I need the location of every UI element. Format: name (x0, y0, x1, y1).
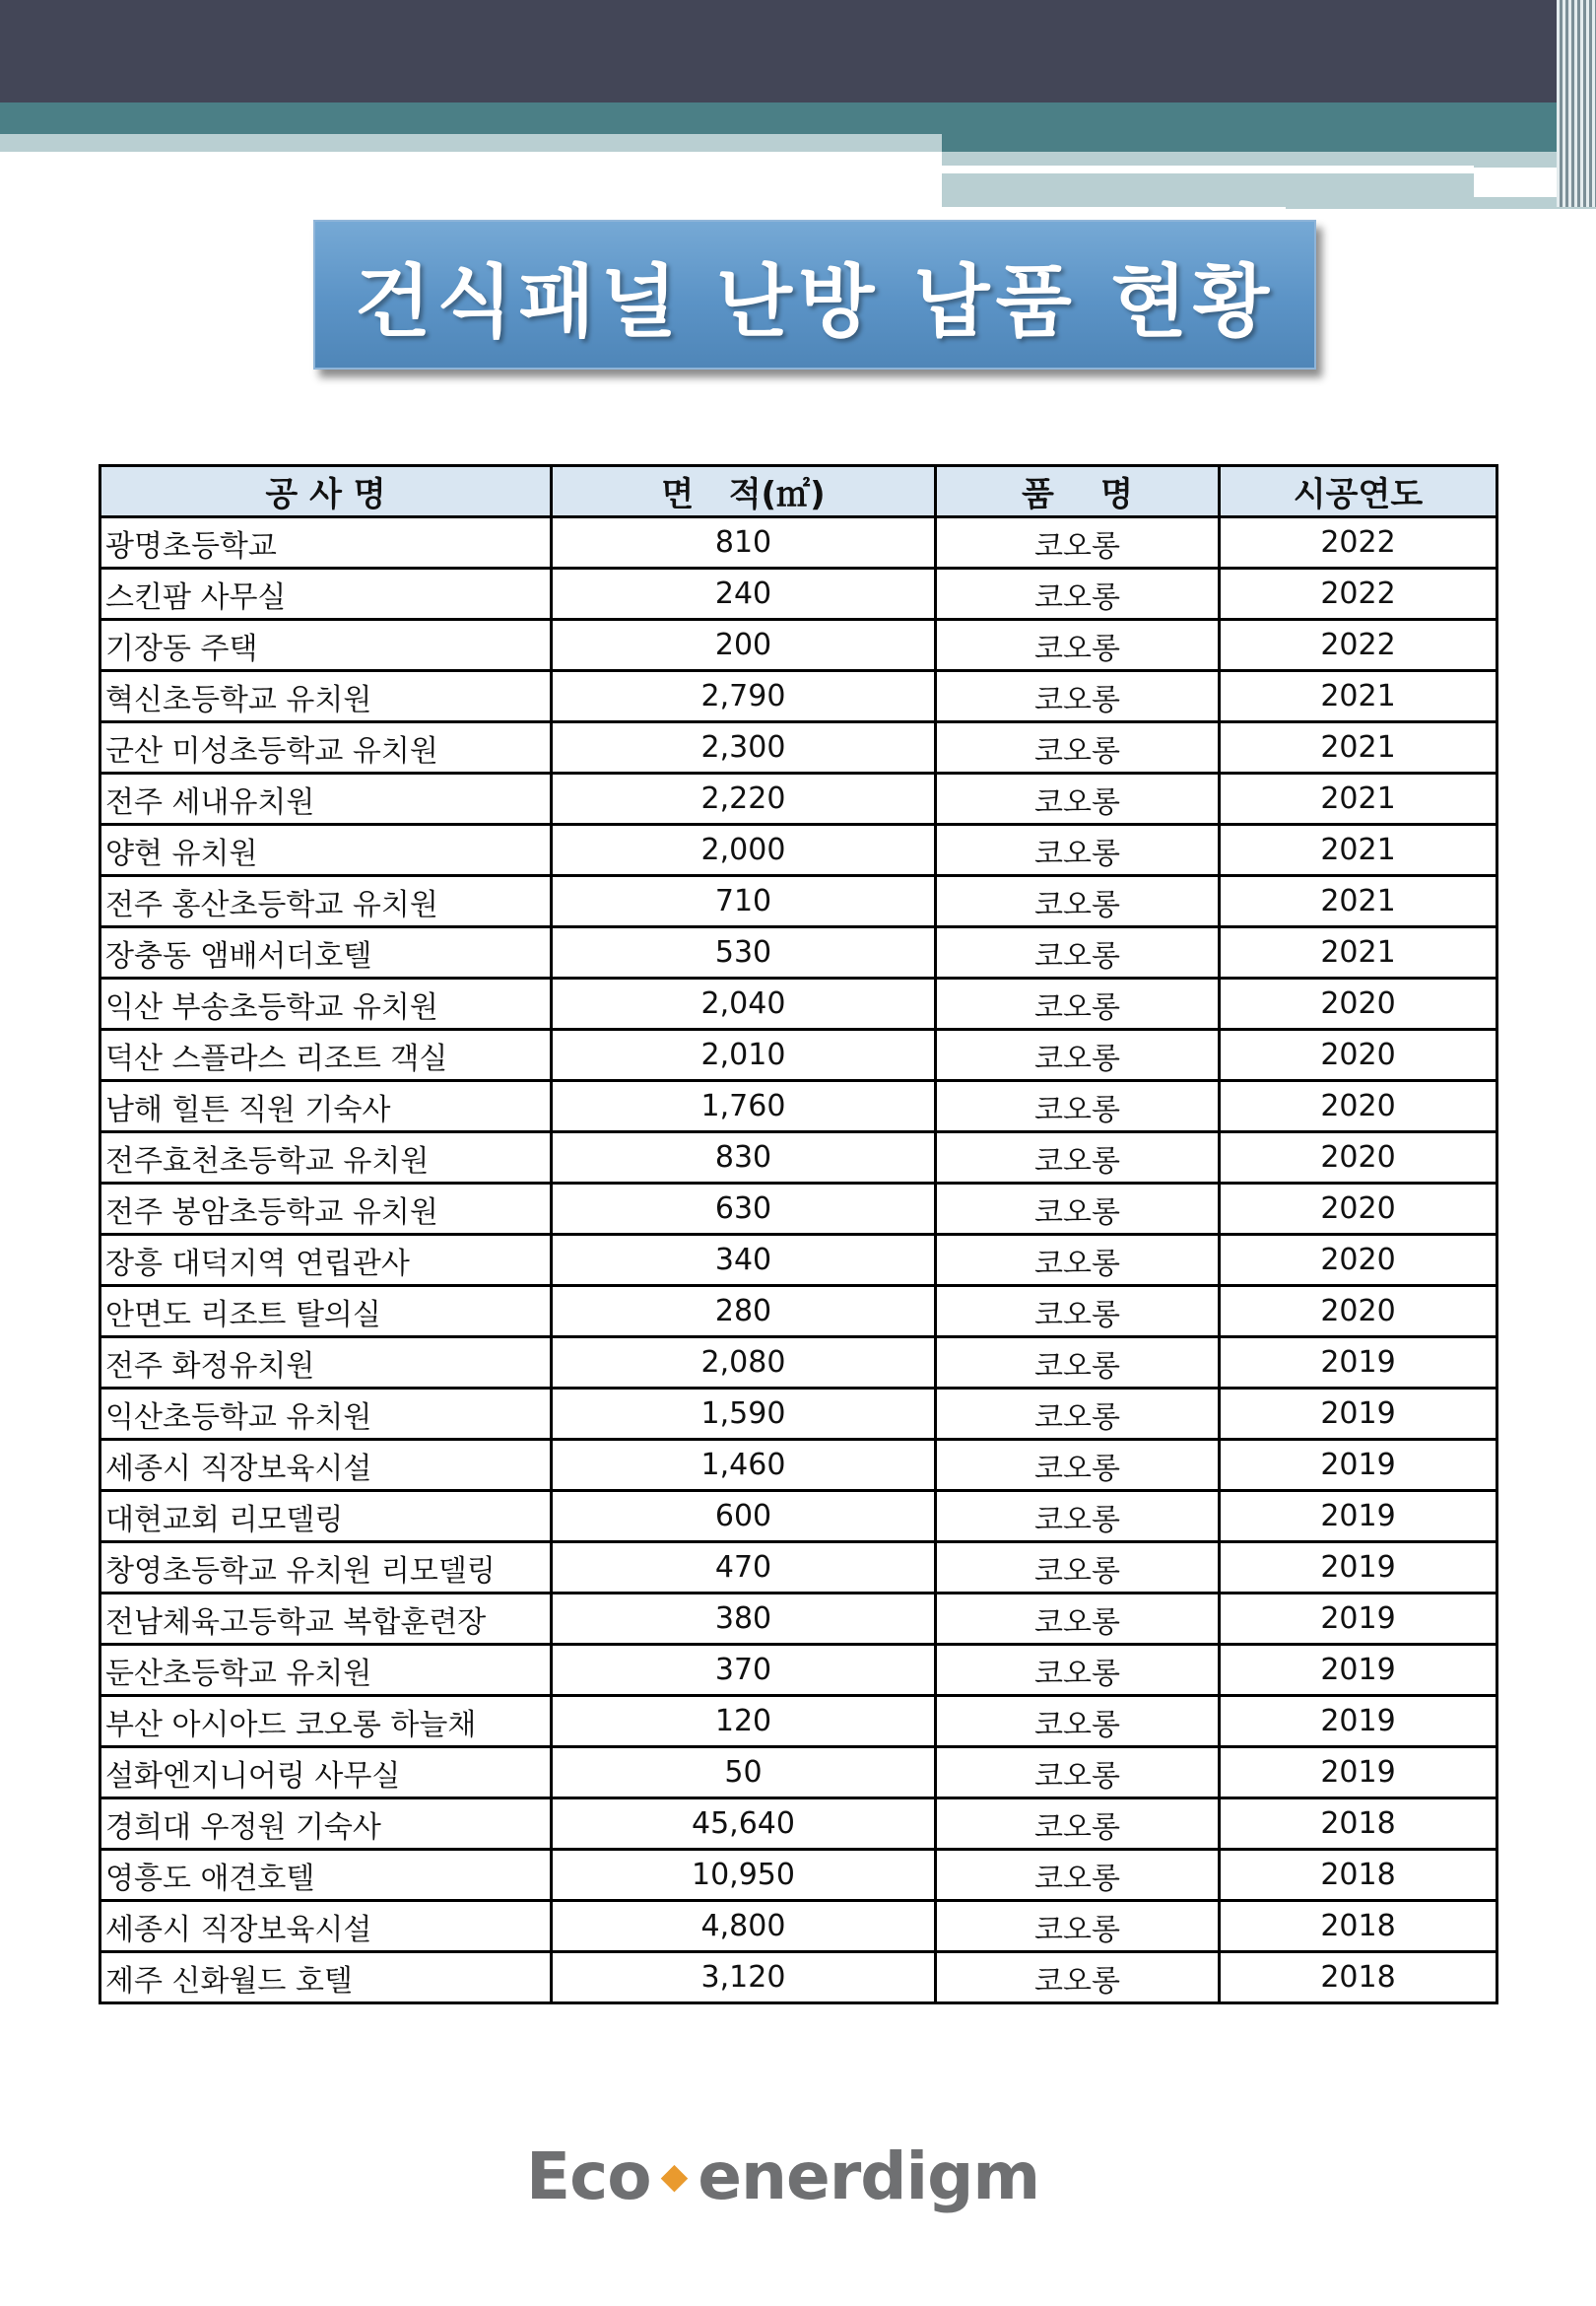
table-row (100, 1337, 1497, 1389)
cell-area: 280 (552, 1286, 936, 1337)
cell-product: 코오롱 (936, 774, 1220, 825)
cell-project-name: 창영초등학교 유치원 리모델링 (100, 1542, 552, 1594)
cell-year: 2018 (1220, 1901, 1497, 1952)
cell-project-name: 익산 부송초등학교 유치원 (100, 979, 552, 1030)
cell-project-name: 남해 힐튼 직원 기숙사 (100, 1081, 552, 1132)
cell-area: 2,010 (552, 1030, 936, 1081)
cell-year: 2019 (1220, 1491, 1497, 1542)
cell-year: 2021 (1220, 671, 1497, 722)
cell-year: 2020 (1220, 1030, 1497, 1081)
cell-project-name: 장충동 앰배서더호텔 (100, 927, 552, 979)
company-logo (512, 2117, 1040, 2235)
table-row (100, 1440, 1497, 1491)
cell-year: 2018 (1220, 1798, 1497, 1850)
cell-project-name: 세종시 직장보육시설 (100, 1440, 552, 1491)
cell-product: 코오롱 (936, 1389, 1220, 1440)
cell-project-name: 전주효천초등학교 유치원 (100, 1132, 552, 1184)
cell-product: 코오롱 (936, 1184, 1220, 1235)
cell-product: 코오롱 (936, 1235, 1220, 1286)
cell-year: 2019 (1220, 1747, 1497, 1798)
cell-product: 코오롱 (936, 1286, 1220, 1337)
cell-year: 2019 (1220, 1696, 1497, 1747)
cell-product: 코오롱 (936, 1132, 1220, 1184)
table-row (100, 1235, 1497, 1286)
cell-area: 470 (552, 1542, 936, 1594)
cell-product: 코오롱 (936, 1440, 1220, 1491)
table-row (100, 1594, 1497, 1645)
cell-area: 340 (552, 1235, 936, 1286)
cell-year: 2019 (1220, 1542, 1497, 1594)
cell-area: 2,080 (552, 1337, 936, 1389)
diamond-icon: ◆ (660, 2155, 689, 2197)
cell-project-name: 경희대 우정원 기숙사 (100, 1798, 552, 1850)
cell-area: 120 (552, 1696, 936, 1747)
cell-project-name: 영흥도 애견호텔 (100, 1850, 552, 1901)
cell-project-name: 전남체육고등학교 복합훈련장 (100, 1594, 552, 1645)
table-row (100, 927, 1497, 979)
cell-year: 2019 (1220, 1389, 1497, 1440)
header-stripes (1557, 0, 1596, 207)
cell-area: 1,760 (552, 1081, 936, 1132)
cell-project-name: 기장동 주택 (100, 620, 552, 671)
cell-product: 코오롱 (936, 1952, 1220, 2003)
cell-project-name: 설화엔지니어링 사무실 (100, 1747, 552, 1798)
cell-year: 2021 (1220, 927, 1497, 979)
header-project-name: 공 사 명 (100, 466, 552, 517)
cell-product: 코오롱 (936, 1030, 1220, 1081)
cell-area: 2,000 (552, 825, 936, 876)
cell-area: 630 (552, 1184, 936, 1235)
cell-project-name: 전주 봉암초등학교 유치원 (100, 1184, 552, 1235)
cell-year: 2022 (1220, 569, 1497, 620)
page-title: 건식패널 난방 납품 현황 (354, 255, 1276, 348)
cell-project-name: 전주 홍산초등학교 유치원 (100, 876, 552, 927)
cell-year: 2021 (1220, 722, 1497, 774)
cell-year: 2018 (1220, 1952, 1497, 2003)
cell-area: 2,220 (552, 774, 936, 825)
cell-year: 2020 (1220, 1235, 1497, 1286)
cell-area: 810 (552, 517, 936, 569)
header-product: 품 명 (936, 466, 1220, 517)
cell-project-name: 전주 화정유치원 (100, 1337, 552, 1389)
header-band-line (942, 166, 1474, 173)
cell-area: 200 (552, 620, 936, 671)
table-row (100, 774, 1497, 825)
table-row (100, 517, 1497, 569)
table-row (100, 1286, 1497, 1337)
cell-area: 1,460 (552, 1440, 936, 1491)
table-row (100, 1798, 1497, 1850)
cell-year: 2019 (1220, 1440, 1497, 1491)
cell-area: 530 (552, 927, 936, 979)
cell-project-name: 광명초등학교 (100, 517, 552, 569)
cell-product: 코오롱 (936, 876, 1220, 927)
cell-area: 2,790 (552, 671, 936, 722)
cell-year: 2021 (1220, 774, 1497, 825)
cell-year: 2019 (1220, 1594, 1497, 1645)
cell-product: 코오롱 (936, 1645, 1220, 1696)
cell-year: 2018 (1220, 1850, 1497, 1901)
cell-product: 코오롱 (936, 1594, 1220, 1645)
cell-project-name: 스킨팜 사무실 (100, 569, 552, 620)
cell-project-name: 세종시 직장보육시설 (100, 1901, 552, 1952)
table-row (100, 1696, 1497, 1747)
cell-product: 코오롱 (936, 979, 1220, 1030)
table-row (100, 1850, 1497, 1901)
cell-product: 코오롱 (936, 1901, 1220, 1952)
table-row (100, 876, 1497, 927)
cell-product: 코오롱 (936, 722, 1220, 774)
header-band-dark (0, 0, 1596, 102)
table-row (100, 1389, 1497, 1440)
cell-area: 380 (552, 1594, 936, 1645)
cell-product: 코오롱 (936, 1696, 1220, 1747)
cell-product: 코오롱 (936, 825, 1220, 876)
cell-area: 4,800 (552, 1901, 936, 1952)
cell-project-name: 혁신초등학교 유치원 (100, 671, 552, 722)
cell-product: 코오롱 (936, 927, 1220, 979)
cell-product: 코오롱 (936, 1081, 1220, 1132)
cell-project-name: 대현교회 리모델링 (100, 1491, 552, 1542)
title-banner (313, 220, 1316, 370)
cell-area: 2,040 (552, 979, 936, 1030)
table-row (100, 620, 1497, 671)
cell-year: 2019 (1220, 1645, 1497, 1696)
cell-area: 3,120 (552, 1952, 936, 2003)
cell-project-name: 안면도 리조트 탈의실 (100, 1286, 552, 1337)
cell-area: 830 (552, 1132, 936, 1184)
cell-area: 2,300 (552, 722, 936, 774)
cell-product: 코오롱 (936, 1491, 1220, 1542)
cell-year: 2022 (1220, 517, 1497, 569)
cell-project-name: 덕산 스플라스 리조트 객실 (100, 1030, 552, 1081)
cell-area: 710 (552, 876, 936, 927)
table-row (100, 1952, 1497, 2003)
cell-year: 2020 (1220, 979, 1497, 1030)
cell-area: 240 (552, 569, 936, 620)
cell-year: 2021 (1220, 876, 1497, 927)
table-row (100, 1491, 1497, 1542)
cell-year: 2019 (1220, 1337, 1497, 1389)
cell-product: 코오롱 (936, 620, 1220, 671)
delivery-table (99, 464, 1498, 2004)
table-row (100, 1901, 1497, 1952)
cell-project-name: 양현 유치원 (100, 825, 552, 876)
cell-product: 코오롱 (936, 1337, 1220, 1389)
cell-year: 2020 (1220, 1184, 1497, 1235)
cell-project-name: 부산 아시아드 코오롱 하늘채 (100, 1696, 552, 1747)
cell-year: 2020 (1220, 1081, 1497, 1132)
cell-year: 2022 (1220, 620, 1497, 671)
table-row (100, 1747, 1497, 1798)
cell-product: 코오롱 (936, 1798, 1220, 1850)
cell-product: 코오롱 (936, 1542, 1220, 1594)
table-row (100, 825, 1497, 876)
table-row (100, 671, 1497, 722)
cell-area: 1,590 (552, 1389, 936, 1440)
cell-project-name: 둔산초등학교 유치원 (100, 1645, 552, 1696)
cell-product: 코오롱 (936, 569, 1220, 620)
cell-project-name: 군산 미성초등학교 유치원 (100, 722, 552, 774)
cell-project-name: 장흥 대덕지역 연립관사 (100, 1235, 552, 1286)
logo-word-eco: Eco (526, 2137, 651, 2214)
header-year: 시공연도 (1220, 466, 1497, 517)
cell-product: 코오롱 (936, 1850, 1220, 1901)
cell-project-name: 익산초등학교 유치원 (100, 1389, 552, 1440)
table-row (100, 979, 1497, 1030)
cell-year: 2020 (1220, 1286, 1497, 1337)
cell-area: 600 (552, 1491, 936, 1542)
table-row (100, 722, 1497, 774)
header-band-light (0, 134, 942, 152)
cell-area: 45,640 (552, 1798, 936, 1850)
table-row (100, 1132, 1497, 1184)
table-header-row (100, 466, 1497, 517)
header-area: 면 적(㎡) (552, 466, 936, 517)
cell-year: 2021 (1220, 825, 1497, 876)
table-row (100, 1542, 1497, 1594)
cell-project-name: 제주 신화월드 호텔 (100, 1952, 552, 2003)
table-row (100, 1081, 1497, 1132)
table-row (100, 1030, 1497, 1081)
logo-word-enerdigm: enerdigm (698, 2137, 1040, 2214)
header-band-light (1286, 197, 1596, 209)
cell-project-name: 전주 세내유치원 (100, 774, 552, 825)
table-row (100, 569, 1497, 620)
cell-product: 코오롱 (936, 1747, 1220, 1798)
cell-area: 370 (552, 1645, 936, 1696)
table-row (100, 1645, 1497, 1696)
cell-product: 코오롱 (936, 517, 1220, 569)
cell-area: 50 (552, 1747, 936, 1798)
cell-year: 2020 (1220, 1132, 1497, 1184)
cell-product: 코오롱 (936, 671, 1220, 722)
cell-area: 10,950 (552, 1850, 936, 1901)
table-row (100, 1184, 1497, 1235)
